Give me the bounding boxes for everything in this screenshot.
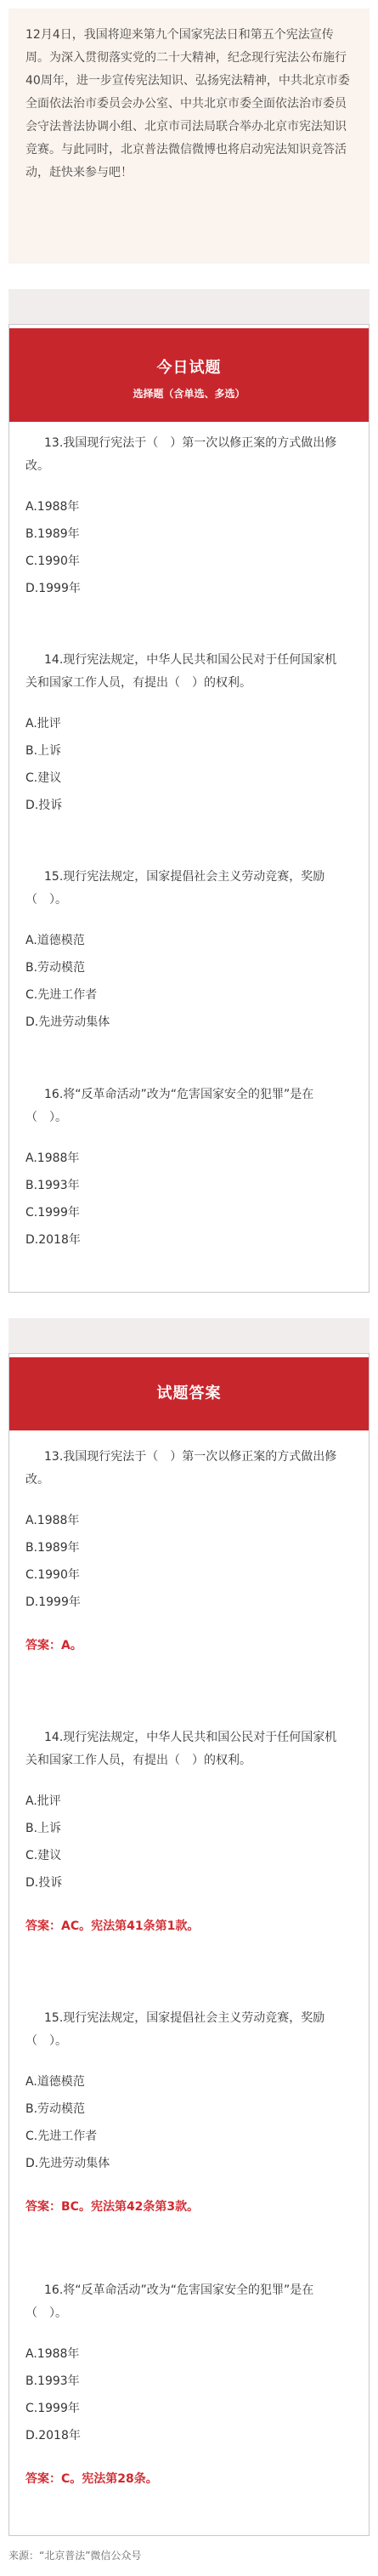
option-a: A.道德模范 [25,934,85,947]
answer-card-top-band [8,1318,370,1354]
quiz-question-14 [25,649,348,819]
answer-text: 答案：C。宪法第28条。 [25,2472,158,2486]
quiz-question-13 [25,432,348,602]
option-d: D.投诉 [25,1876,63,1890]
answer-question-14 [25,1726,348,1950]
option-c: C.1999年 [25,2402,80,2415]
option-c: C.1999年 [25,1206,80,1220]
intro-text: 12月4日，我国将迎来第九个国家宪法日和第五个宪法宣传周。为深入贯彻落实党的二十大精神，纪念现行宪法公布施行40周年，进一步宣传宪法知识、弘扬宪法精神，中共北京市委全面依法治市委员会办公室、中共北京市委全面依法治市委员会守法普法协调小组、北京市司法局联合举办北京市宪法知识竞赛。与此同时，北京普法微信微博也将启动宪法知识竞答活动，赶快来参与吧！ [25,28,350,179]
quiz-card-top-band [8,289,370,325]
option-d: D.2018年 [25,1233,81,1247]
option-d: D.先进劳动集体 [25,2157,110,2170]
option-d: D.1999年 [25,1595,81,1609]
option-b: B.1989年 [25,527,80,541]
question-stem: 16.将“反革命活动”改为“危害国家安全的犯罪”是在（ ）。 [25,2283,314,2320]
option-b: B.上诉 [25,744,62,758]
option-d: D.2018年 [25,2429,81,2442]
intro-box [8,9,370,264]
option-a: A.1988年 [25,1514,80,1527]
question-stem: 14.现行宪法规定，中华人民共和国公民对于任何国家机关和国家工作人员，有提出（ ）的权利。 [25,653,337,690]
option-b: B.1989年 [25,1541,80,1555]
question-stem: 13.我国现行宪法于（ ）第一次以修正案的方式做出修改。 [25,436,337,473]
option-a: A.1988年 [25,1152,80,1165]
answer-question-13 [25,1446,348,1669]
option-a: A.道德模范 [25,2075,85,2089]
option-c: C.建议 [25,771,62,785]
answer-header [9,1357,369,1430]
question-stem: 16.将“反革命活动”改为“危害国家安全的犯罪”是在（ ）。 [25,1088,314,1124]
option-c: C.1990年 [25,554,80,568]
option-b: B.1993年 [25,2374,80,2388]
quiz-title: 今日试题 [156,359,222,377]
option-c: C.先进工作者 [25,2130,98,2143]
option-a: A.批评 [25,717,61,731]
answer-question-16 [25,2279,348,2503]
answer-text: 答案：BC。宪法第42条第3款。 [25,2200,200,2214]
quiz-header [9,328,369,422]
option-a: A.1988年 [25,500,80,514]
question-stem: 14.现行宪法规定，中华人民共和国公民对于任何国家机关和国家工作人员，有提出（ ）的权利。 [25,1731,337,1767]
question-stem: 15.现行宪法规定，国家提倡社会主义劳动竞赛，奖励（ ）。 [25,870,325,907]
option-b: B.劳动模范 [25,961,86,975]
option-b: B.1993年 [25,1179,80,1192]
answer-text: 答案：A。 [25,1639,82,1652]
option-a: A.1988年 [25,2347,80,2361]
quiz-question-15 [25,866,348,1036]
quiz-subtitle: 选择题（含单选、多选） [133,388,245,400]
answer-title: 试题答案 [156,1385,222,1402]
option-d: D.投诉 [25,799,63,812]
answer-text: 答案：AC。宪法第41条第1款。 [25,1919,200,1933]
answer-question-15 [25,2007,348,2231]
quiz-question-16 [25,1083,348,1254]
option-c: C.建议 [25,1849,62,1862]
option-b: B.上诉 [25,1822,62,1835]
option-d: D.先进劳动集体 [25,1015,110,1029]
source-credit: 来源：“北京普法”微信公众号 [8,2550,142,2562]
option-a: A.批评 [25,1794,61,1808]
question-stem: 15.现行宪法规定，国家提倡社会主义劳动竞赛，奖励（ ）。 [25,2011,325,2048]
question-stem: 13.我国现行宪法于（ ）第一次以修正案的方式做出修改。 [25,1450,337,1487]
option-c: C.先进工作者 [25,988,98,1002]
option-b: B.劳动模范 [25,2102,86,2116]
option-c: C.1990年 [25,1568,80,1582]
option-d: D.1999年 [25,582,81,595]
